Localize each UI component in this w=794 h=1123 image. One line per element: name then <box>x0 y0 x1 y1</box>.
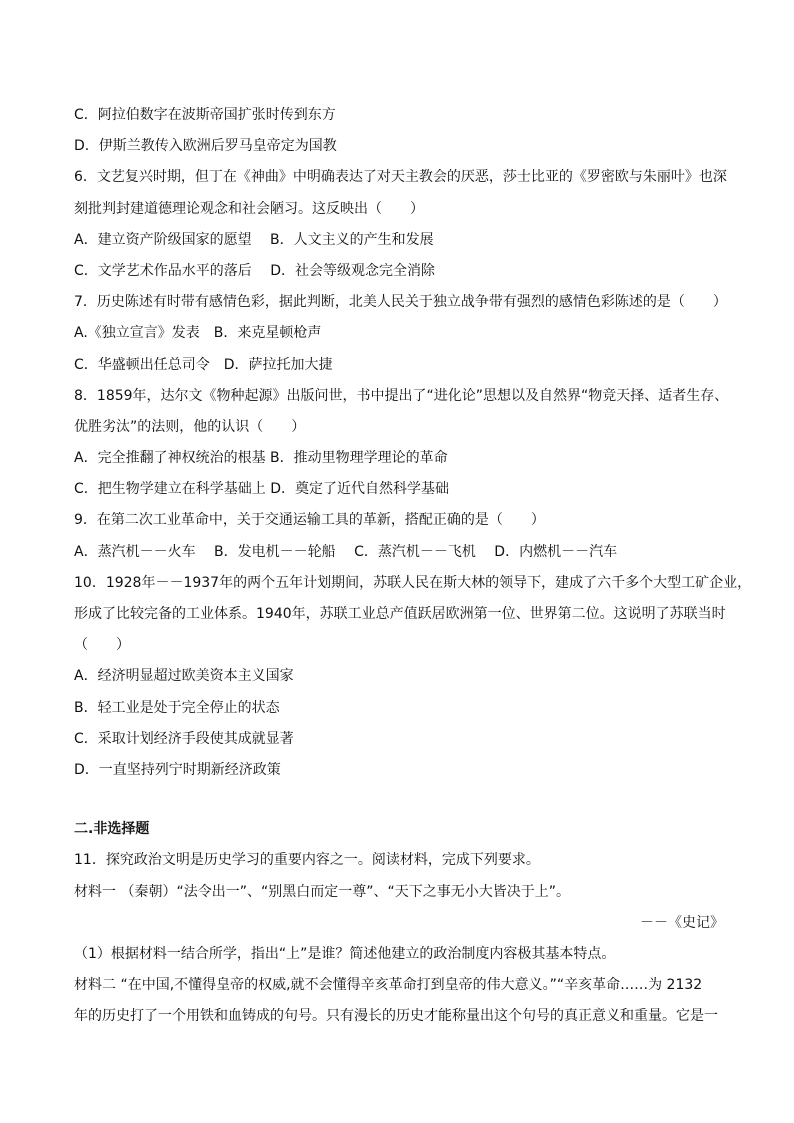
document-page <box>74 100 752 1032</box>
section-heading: 二.非选择题 <box>74 821 150 838</box>
q10-stem-line1: 10．1928年－－1937年的两个五年计划期间，苏联人民在斯大林的领导下，建成了六千多个大型工矿企业， <box>74 574 752 591</box>
q6-options-cd: C．文学艺术作品水平的落后 D．社会等级观念完全消除 <box>74 262 436 279</box>
q10-option-b: B．轻工业是处于完全停止的状态 <box>74 699 280 716</box>
q5-option-d: D．伊斯兰教传入欧洲后罗马皇帝定为国教 <box>74 138 337 155</box>
q9-stem: 9．在第二次工业革命中，关于交通运输工具的革新，搭配正确的是（ ） <box>74 512 545 529</box>
q11-stem: 11．探究政治文明是历史学习的重要内容之一。阅读材料，完成下列要求。 <box>74 852 540 869</box>
q10-option-a: A．经济明显超过欧美资本主义国家 <box>74 668 294 685</box>
section-gap <box>74 786 724 814</box>
q7-options-cd: C．华盛顿出任总司令 D．萨拉托加大捷 <box>74 356 333 373</box>
material-1: 材料一 （秦朝）“法令出一”、“别黑白而定一尊”、“天下之事无小大皆决于上”。 <box>74 883 570 900</box>
q10-stem-line3: （ ） <box>74 637 130 654</box>
q7-stem: 7．历史陈述有时带有感情色彩，据此判断，北美人民关于独立战争带有强烈的感情色彩陈述的是（ ） <box>74 294 727 311</box>
q10-option-d: D．一直坚持列宁时期新经济政策 <box>74 761 281 778</box>
material-2-line2: 年的历史打了一个用铁和血铸成的句号。只有漫长的历史才能称量出这个句号的真正意义和重量。它是一 <box>74 1008 718 1025</box>
q5-option-c: C．阿拉伯数字在波斯帝国扩张时传到东方 <box>74 107 336 123</box>
q8-stem-line1: 8．1859年，达尔文《物种起源》出版问世，书中提出了“进化论”思想以及自然界“物竞天择、适者生存、 <box>74 387 729 404</box>
q10-option-c: C．采取计划经济手段使其成就显著 <box>74 730 294 747</box>
q6-stem-line2: 刻批判封建道德理论观念和社会陋习。这反映出（ ） <box>74 200 424 217</box>
q7-options-ab: A.《独立宣言》发表 B．来克星顿枪声 <box>74 325 322 342</box>
q6-options-ab: A．建立资产阶级国家的愿望 B．人文主义的产生和发展 <box>74 231 434 248</box>
q10-stem-line2: 形成了比较完备的工业体系。1940年，苏联工业总产值跃居欧洲第一位、世界第二位。这说明了苏联当时 <box>74 606 726 622</box>
material-2-line1: 材料二 “在中国,不懂得皇帝的权威,就不会懂得辛亥革命打到皇帝的伟大意义。”“辛亥革命……为 2132 <box>74 977 703 994</box>
q8-options-ab: A．完全推翻了神权统治的根基 B．推动里物理学理论的革命 <box>74 450 448 467</box>
q6-stem-line1: 6．文艺复兴时期，但丁在《神曲》中明确表达了对天主教会的厌恶，莎士比亚的《罗密欧与朱丽叶》也深 <box>74 169 727 186</box>
q9-options: A．蒸汽机－－火车 B．发电机－－轮船 C．蒸汽机－－飞机 D．内燃机－－汽车 <box>74 543 618 560</box>
material-1-source: －－《史记》 <box>640 914 724 931</box>
q8-stem-line2: 优胜劣汰”的法则，他的认识（ ） <box>74 418 306 435</box>
q8-options-cd: C．把生物学建立在科学基础上 D．奠定了近代自然科学基础 <box>74 481 450 498</box>
q11-part1: （1）根据材料一结合所学，指出“上”是谁？简述他建立的政治制度内容极其基本特点。 <box>74 945 616 962</box>
